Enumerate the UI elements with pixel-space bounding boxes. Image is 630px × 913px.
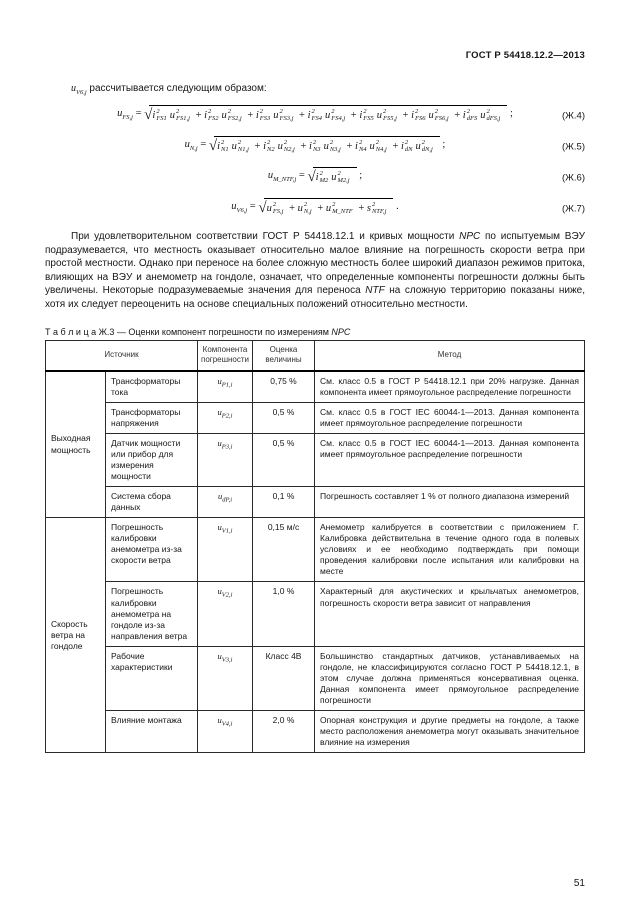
estimate-cell: 2,0 % bbox=[253, 710, 315, 752]
formula-zh7 bbox=[45, 198, 585, 220]
component-name-cell: Рабочие характеристики bbox=[106, 646, 198, 710]
symbol-base: u bbox=[217, 406, 222, 417]
component-name-cell: Погрешность калибровки анемометра на гондоле из-за направления ветра bbox=[106, 582, 198, 646]
uncertainty-table bbox=[45, 340, 585, 753]
table-row bbox=[46, 402, 585, 433]
col-header-method: Метод bbox=[315, 341, 585, 371]
table-header-row bbox=[46, 341, 585, 371]
col-header-estimate: Оценка величины bbox=[253, 341, 315, 371]
symbol-subscript: P2,i bbox=[221, 412, 233, 420]
estimate-cell: 0,1 % bbox=[253, 487, 315, 518]
table-row bbox=[46, 433, 585, 486]
component-name-cell: Система сбора данных bbox=[106, 487, 198, 518]
component-symbol-cell bbox=[198, 487, 253, 518]
estimate-cell: 0,5 % bbox=[253, 402, 315, 433]
symbol-base: u bbox=[217, 522, 222, 533]
formula-zh5 bbox=[45, 136, 585, 158]
table-caption: Т а б л и ц а Ж.3 — Оценки компонент погрешности по измерениям NPC bbox=[45, 327, 351, 337]
formula-number: (Ж.5) bbox=[561, 141, 585, 153]
col-header-component: Компонента погрешности bbox=[198, 341, 253, 371]
component-name-cell: Датчик мощности или прибор для измерения мощности bbox=[106, 433, 198, 486]
source-cell: Скорость ветра на гондоле bbox=[46, 518, 106, 753]
symbol-base: u bbox=[217, 586, 222, 597]
component-symbol-cell bbox=[198, 646, 253, 710]
source-cell: Выходная мощность bbox=[46, 371, 106, 518]
table-body bbox=[46, 371, 585, 753]
estimate-cell: 0,15 м/с bbox=[253, 518, 315, 582]
table-row bbox=[46, 518, 585, 582]
variable-base: u bbox=[71, 83, 76, 94]
table-row bbox=[46, 646, 585, 710]
page-number: 51 bbox=[573, 878, 585, 889]
formula-number: (Ж.7) bbox=[561, 203, 585, 215]
symbol-subscript: P1,i bbox=[221, 381, 233, 389]
component-name-cell: Влияние монтажа bbox=[106, 710, 198, 752]
intro-variable bbox=[71, 83, 87, 94]
component-symbol-cell bbox=[198, 402, 253, 433]
formula-zh4 bbox=[45, 105, 585, 127]
symbol-base: u bbox=[217, 375, 222, 386]
intro-paragraph bbox=[45, 83, 585, 96]
estimate-cell: 0,5 % bbox=[253, 433, 315, 486]
estimate-cell: Класс 4B bbox=[253, 646, 315, 710]
method-cell: Погрешность составляет 1 % от полного диапазона измерений bbox=[315, 487, 585, 518]
document-header: ГОСТ Р 54418.12.2—2013 bbox=[465, 50, 585, 61]
symbol-base: u bbox=[217, 437, 222, 448]
component-name-cell: Трансформаторы напряжения bbox=[106, 402, 198, 433]
table-row bbox=[46, 371, 585, 403]
component-symbol-cell bbox=[198, 371, 253, 403]
method-cell: См. класс 0.5 в ГОСТ IEC 60044-1—2013. Данная компонента имеет прямоугольное распределение погрешности bbox=[315, 433, 585, 486]
estimate-cell: 0,75 % bbox=[253, 371, 315, 403]
symbol-subscript: V3,i bbox=[221, 656, 233, 664]
formula-zh6 bbox=[45, 167, 585, 189]
table-row bbox=[46, 582, 585, 646]
method-cell: Опорная конструкция и другие предметы на гондоле, а также место расположения анемометра могут оказывать значительное влияние на измерения bbox=[315, 710, 585, 752]
component-symbol-cell bbox=[198, 582, 253, 646]
component-symbol-cell bbox=[198, 710, 253, 752]
symbol-base: u bbox=[217, 714, 222, 725]
method-cell: Анемометр калибруется в соответствии с приложением Г. Калибровка действительна в течение одного года в полевых условиях и ее необходимо подтверждать при помощи проведения калибровки после испытания или калибровки на месте bbox=[315, 518, 585, 582]
formula-number: (Ж.6) bbox=[561, 172, 585, 184]
col-header-source: Источник bbox=[46, 341, 198, 371]
formula-expression: $u_{N,j}$ = √ i 2 N1 u 2 N1,j + i 2 N2 u 2 N2,j + i 2 N3 u 2 N3,j + i 2 N4 u 2 N4,j + i 2 dN u 2 dN,j ; bbox=[185, 139, 446, 150]
table-row bbox=[46, 487, 585, 518]
method-cell: Характерный для акустических и крыльчатых анемометров, погрешность скорости ветра зависит от направления bbox=[315, 582, 585, 646]
formula-expression: $u_{FS,j}$ = √ i 2 FS1 u 2 FS1,j + i 2 FS2 u 2 FS2,j + i 2 FS3 u 2 FS3,j + i 2 FS4 u 2 FS4,j + i 2 FS5 u 2 FS5,j + i 2 FS6 u 2 FS6,j + i 2 dFS u 2 dFS,j ; bbox=[117, 108, 513, 119]
body-paragraph: При удовлетворительном соответствии ГОСТ Р 54418.12.1 и кривых мощности NPC по испытуемым ВЭУ подразумевается, что местность оказывает относительно малое влияние на погрешность скорости ветра при простой местности. Однако при переносе на более сложную местность более широкий диапазон режимов притока, влияющих на ВЭУ и анемометр на гондоле, означает, что определенные компоненты погрешности должны быть увеличены. Некоторые подразумеваемые значения для переноса NTF на сложную территорию показаны ниже, хотя их следует переоценить на основе специальных положений относительно местности. bbox=[45, 231, 586, 310]
formula-number: (Ж.4) bbox=[561, 110, 585, 122]
component-symbol-cell bbox=[198, 433, 253, 486]
component-symbol-cell bbox=[198, 518, 253, 582]
formula-expression: $u_{M\_NTF,j}$ = √ i 2 M2 u 2 M2,j ; bbox=[268, 170, 362, 181]
formula-expression: $u_{V6,j}$ = √ u 2 FS,j + u 2 N,j + u 2 M_NTF + s 2 NTF,j . bbox=[231, 201, 398, 212]
symbol-base: u bbox=[217, 650, 222, 661]
symbol-base: u bbox=[217, 491, 223, 502]
method-cell: Большинство стандартных датчиков, устанавливаемых на гондоле, не классифицируются согласно ГОСТ Р 54418.12.1, в этом случае должна применяться консервативная оценка. Данная компонента имеет прямоугольное распределение погрешности bbox=[315, 646, 585, 710]
component-name-cell: Трансформаторы тока bbox=[106, 371, 198, 403]
symbol-subscript: P3,i bbox=[221, 443, 233, 451]
table-row bbox=[46, 710, 585, 752]
intro-text: рассчитывается следующим образом: bbox=[86, 83, 267, 94]
estimate-cell: 1,0 % bbox=[253, 582, 315, 646]
method-cell: См. класс 0.5 в ГОСТ Р 54418.12.1 при 20% нагрузке. Данная компонента имеет прямоугольное распределение погрешности bbox=[315, 371, 585, 403]
component-name-cell: Погрешность калибровки анемометра из-за скорости ветра bbox=[106, 518, 198, 582]
variable-subscript: V6,j bbox=[76, 89, 87, 96]
table-header bbox=[46, 341, 585, 371]
method-cell: См. класс 0.5 в ГОСТ IEC 60044-1—2013. Данная компонента имеет прямоугольное распределение погрешности bbox=[315, 402, 585, 433]
symbol-subscript: V1,i bbox=[221, 527, 233, 535]
symbol-subscript: dP,i bbox=[222, 496, 233, 504]
symbol-subscript: V4,i bbox=[221, 720, 233, 728]
symbol-subscript: V2,i bbox=[221, 592, 233, 600]
